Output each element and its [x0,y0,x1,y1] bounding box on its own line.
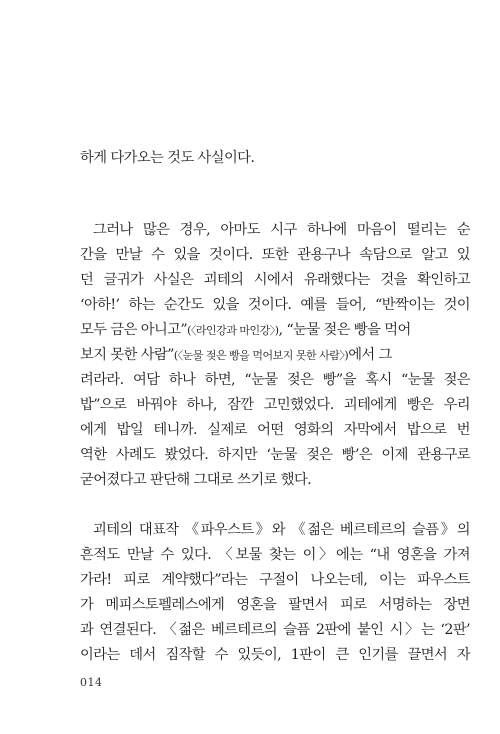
paragraph-1-line: 하게 다가오는 것도 사실이다. [80,150,255,166]
paragraph-3-line: 이라는 데서 짐작할 수 있듯이, 1판이 큰 인기를 끌면서 자 [80,647,470,663]
paragraph-2-line: 그러나 많은 경우, 아마도 시구 하나에 마음이 떨리는 순 [93,222,470,238]
paragraph-3-line: 흔적도 만날 수 있다. 〈보물 찾는 이〉에는 “내 영혼을 가져 [80,547,470,563]
paragraph-3-line: 괴테의 대표작 《파우스트》와 《젊은 베르테르의 슬픔》의 [93,522,470,538]
paragraph-2-line: ‘아하!’ 하는 순간도 있을 것이다. 예를 들어, “반짝이는 것이 [80,297,470,313]
paragraph-2-line: 굳어졌다고 판단해 그대로 쓰기로 했다. [80,472,312,488]
text-segment: 모두 금은 아니고” [80,322,188,338]
paragraph-2-line: 에게 밥일 테니까. 실제로 어떤 영화의 자막에서 밥으로 번 [80,422,470,438]
paragraph-2-line: 밥”으로 바꿔야 하나, 잠깐 고민했었다. 괴테에게 빵은 우리 [80,397,470,413]
paragraph-2-line: 간을 만날 수 있을 것이다. 또한 관용구나 속담으로 알고 있 [80,247,470,263]
paragraph-3-line: 가라! 피로 계약했다”라는 구절이 나오는데, 이는 파우스트 [80,572,470,588]
paragraph-2-line [80,320,470,341]
text-segment: , “눈물 젖은 빵을 먹어 [278,322,411,338]
source-citation: (〈라인강과 마인강〉) [187,324,279,337]
paragraph-2-line: 려라라. 여담 하나 하면, “눈물 젖은 빵”을 혹시 “눈물 젖은 [80,372,470,388]
paragraph-3-line: 과 연결된다. 〈젊은 베르테르의 슬픔 2판에 붙인 시〉는 ‘2판’ [80,622,470,638]
page-number: 014 [80,676,103,689]
text-segment: 에서 그 [348,347,392,363]
text-segment: 보지 못한 사람” [80,347,174,363]
paragraph-2-line [80,345,470,366]
paragraph-2-line: 던 글귀가 사실은 괴테의 시에서 유래했다는 것을 확인하고 [80,272,470,288]
paragraph-2-line: 역한 사례도 봤었다. 하지만 ‘눈물 젖은 빵’은 이제 관용구로 [80,447,470,463]
source-citation: (〈눈물 젖은 빵을 먹어보지 못한 사람〉) [173,349,349,362]
paragraph-3-line: 가 메피스토펠레스에게 영혼을 팔면서 피로 서명하는 장면 [80,597,470,613]
